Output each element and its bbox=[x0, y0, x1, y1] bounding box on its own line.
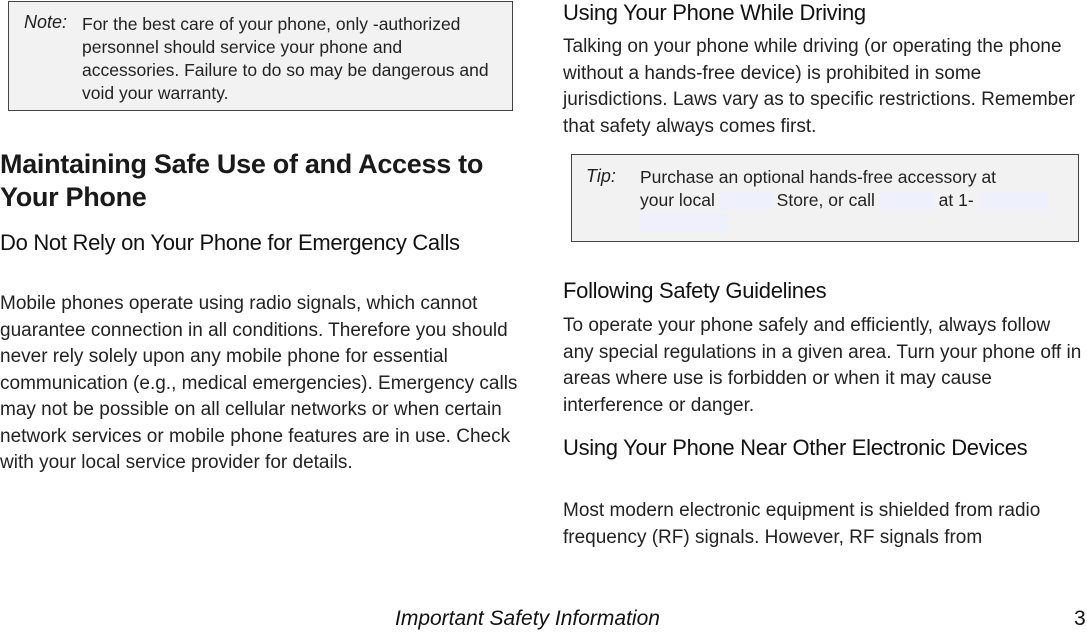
tip-line-2b: Store, or call bbox=[776, 190, 875, 210]
tip-box bbox=[571, 154, 1079, 242]
footer-section-title: Important Safety Information bbox=[395, 607, 660, 630]
emergency-body: Mobile phones operate using radio signals, which cannot guarantee connection in all conditions. Therefore you should never rely solely upon any mobile phone for essential communication (e.g., medical emergencies). Emergency calls may not be possible on all cellular networks or when certain network services or mobile phone features are in use. Check with your local service provider for details. bbox=[0, 293, 518, 473]
tip-line-2c: at 1- bbox=[938, 190, 974, 210]
redacted-brand bbox=[720, 191, 772, 209]
note-label: Note: bbox=[24, 12, 68, 32]
driving-heading: Using Your Phone While Driving bbox=[563, 0, 866, 25]
note-text: For the best care of your phone, only -authorized personnel should service your phone and accessories. Failure to do so may be dangerous and void your warranty. bbox=[82, 14, 489, 103]
note-box bbox=[8, 1, 513, 111]
driving-body: Talking on your phone while driving (or operating the phone without a hands-free device) is prohibited in some jurisdictions. Laws vary as to specific restrictions. Remember that safety always comes first. bbox=[563, 36, 1076, 137]
tip-text bbox=[640, 166, 1060, 235]
guidelines-heading: Following Safety Guidelines bbox=[563, 278, 827, 303]
redacted-number bbox=[640, 214, 728, 232]
guidelines-body: To operate your phone safely and efficiently, always follow any special regulations in a given area. Turn your phone off in areas where use is forbidden or when it may cause interference or danger. bbox=[563, 315, 1082, 416]
page-title: Maintaining Safe Use of and Access to Your Phone bbox=[0, 149, 484, 212]
redacted-number bbox=[979, 191, 1047, 209]
tip-line-1: Purchase an optional hands-free accessory at bbox=[640, 167, 997, 187]
emergency-heading: Do Not Rely on Your Phone for Emergency Calls bbox=[0, 230, 460, 255]
tip-line-2a: your local bbox=[640, 190, 715, 210]
tip-label: Tip: bbox=[586, 166, 616, 186]
page-number: 3 bbox=[1074, 607, 1086, 630]
electronic-body: Most modern electronic equipment is shielded from radio frequency (RF) signals. However, RF signals from bbox=[563, 500, 1041, 548]
electronic-heading: Using Your Phone Near Other Electronic Devices bbox=[563, 435, 1028, 460]
redacted-brand bbox=[880, 191, 934, 209]
